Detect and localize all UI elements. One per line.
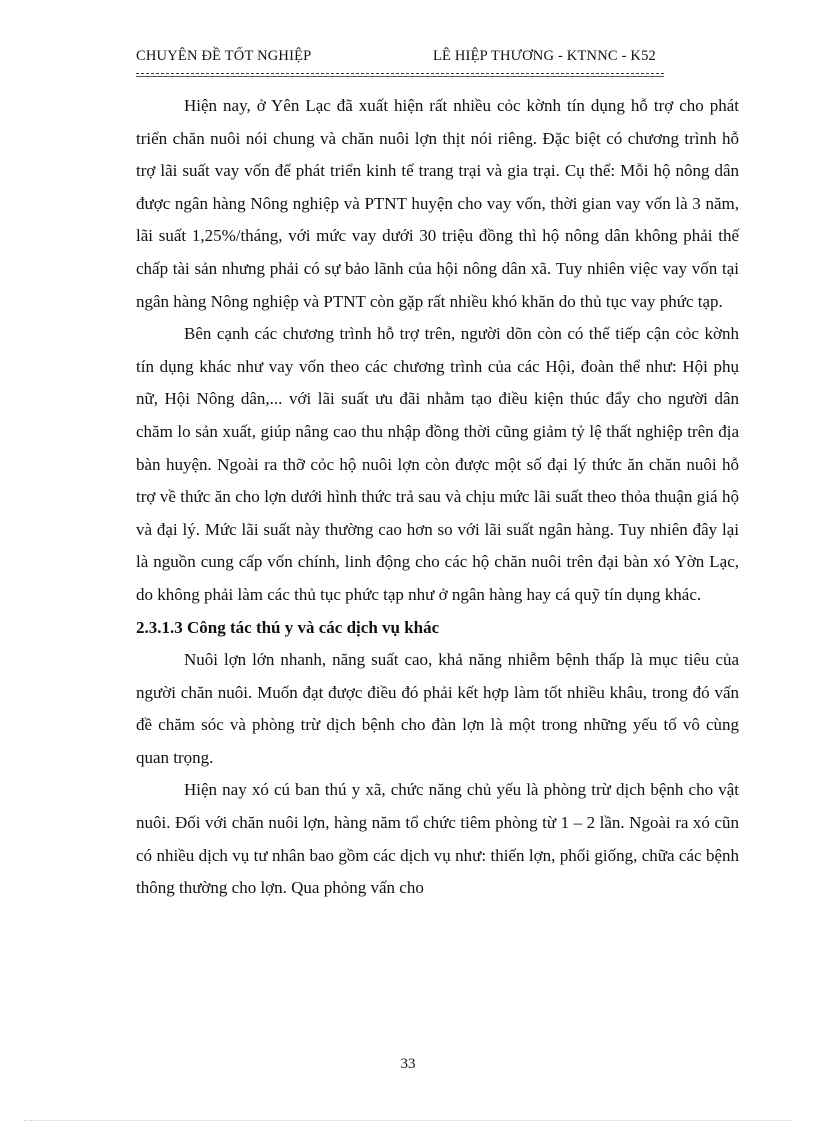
page-header (136, 48, 656, 68)
section-heading: 2.3.1.3 Công tác thú y và các dịch vụ khác (136, 617, 440, 637)
document-body (136, 90, 739, 905)
paragraph-veterinary-services: Hiện nay xó cú ban thú y xã, chức năng chủ yếu là phòng trừ dịch bệnh cho vật nuôi. Đối với chăn nuôi lợn, hàng năm tổ chức tiêm phòng từ 1 – 2 lần. Ngoài ra xó cũn có nhiều dịch vụ tư nhân bao gồm các dịch vụ như: thiến lợn, phối giống, chữa các bệnh thông thường cho lợn. Qua phỏng vấn cho (136, 780, 739, 898)
header-author: LÊ HIỆP THƯƠNG - KTNNC - K52 (432, 48, 656, 64)
paragraph-other-credit: Bên cạnh các chương trình hỗ trợ trên, người dõn còn có thể tiếp cận cỏc kờnh tín dụng khác như vay vốn theo các chương trình của các Hội, đoàn thể như: Hội phụ nữ, Hội Nông dân,... với lãi suất ưu đãi nhằm tạo điều kiện thúc đẩy cho người dân chăm lo sản xuất, giúp nâng cao thu nhập đồng thời cũng giảm tỷ lệ thất nghiệp trên địa bàn huyện. Ngoài ra thỡ cỏc hộ nuôi lợn còn được một số đại lý thức ăn chăn nuôi hỗ trợ về thức ăn cho lợn dưới hình thức trả sau và chịu mức lãi suất theo thỏa thuận giá hộ và đại lý. Mức lãi suất này thường cao hơn so với lãi suất ngân hàng. Tuy nhiên đây lại là nguồn cung cấp vốn chính, linh động cho các hộ chăn nuôi trên đại bàn xó Yờn Lạc, do không phải làm các thủ tục phức tạp như ở ngân hàng hay cá quỹ tín dụng khác. (136, 324, 739, 604)
header-title: CHUYÊN ĐỀ TỐT NGHIỆP (136, 48, 312, 64)
page-number: 33 (400, 1056, 416, 1072)
page-bottom-edge (24, 1120, 792, 1121)
paragraph-credit-programs: Hiện nay, ở Yên Lạc đã xuất hiện rất nhiều cỏc kờnh tín dụng hỗ trợ cho phát triển chăn nuôi nói chung và chăn nuôi lợn thịt nói riêng. Đặc biệt có chương trình hỗ trợ lãi suất vay vốn để phát triển kinh tế trang trại và gia trại. Cụ thể: Mỗi hộ nông dân được ngân hàng Nông nghiệp và PTNT huyện cho vay vốn, thời gian vay vốn là 3 năm, lãi suất 1,25%/tháng, với mức vay dưới 30 triệu đồng thì hộ nông dân không phải thế chấp tài sản nhưng phải có sự bảo lãnh của hội nông dân xã. Tuy nhiên việc vay vốn tại ngân hàng Nông nghiệp và PTNT còn gặp rất nhiều khó khăn do thủ tục vay phức tạp. (136, 96, 739, 311)
header-divider-underline (136, 76, 664, 77)
paragraph-veterinary-intro: Nuôi lợn lớn nhanh, năng suất cao, khả năng nhiễm bệnh thấp là mục tiêu của người chăn nuôi. Muốn đạt được điều đó phải kết hợp làm tốt nhiều khâu, trong đó vấn đề chăm sóc và phòng trừ dịch bệnh cho đàn lợn là một trong những yếu tố vô cùng quan trọng. (136, 650, 739, 767)
header-divider (136, 73, 664, 74)
